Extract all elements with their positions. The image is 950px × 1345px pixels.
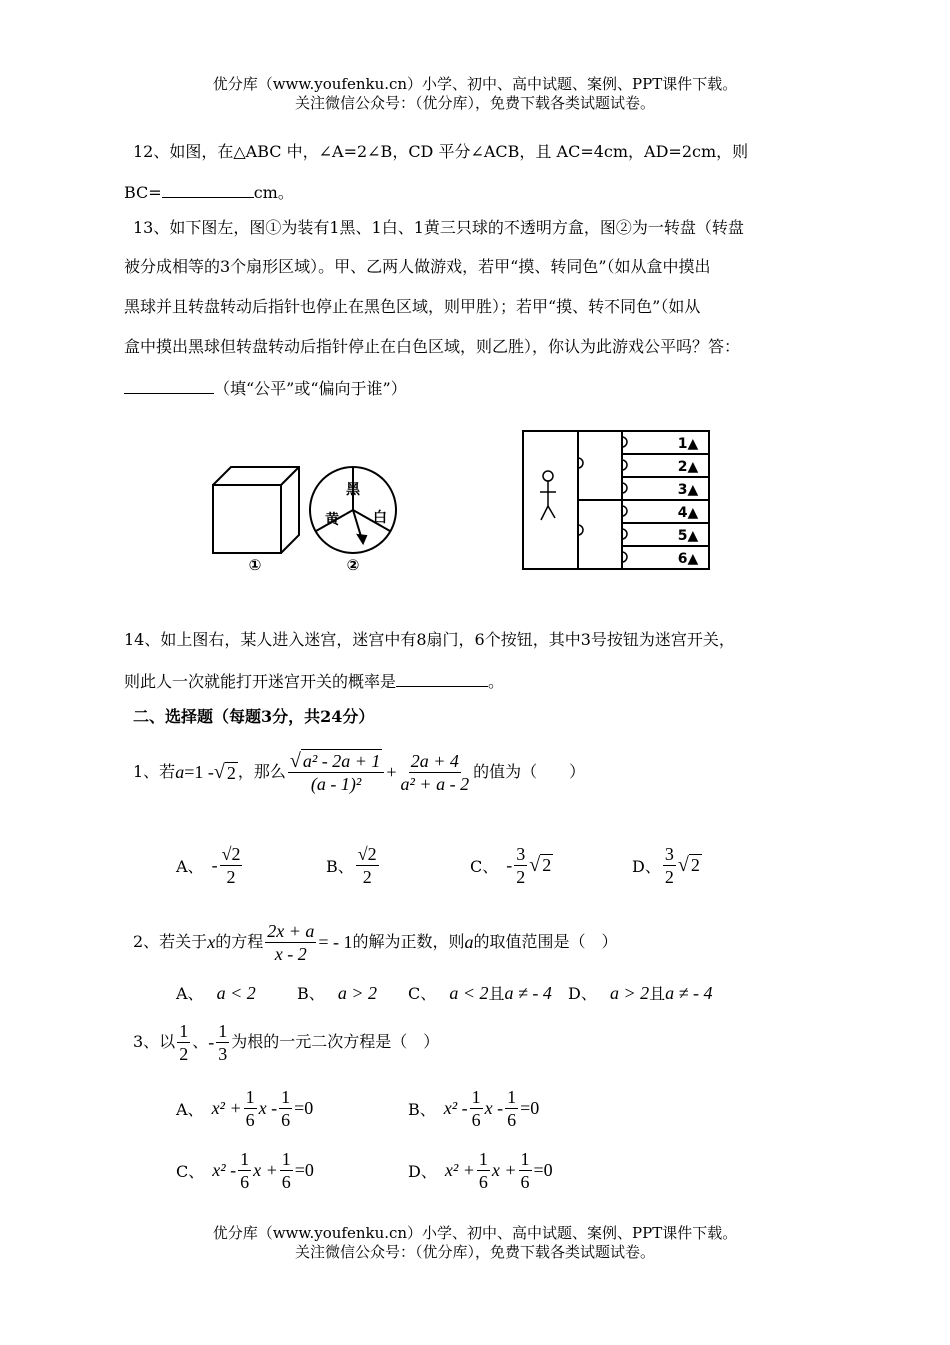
mc3-option-c-lead: x² - (212, 1159, 237, 1180)
q12-line-2 (124, 181, 294, 203)
mc1-option-b[interactable] (326, 835, 381, 895)
mc1-f2-den: a² + a - 2 (400, 773, 470, 794)
footer-line-2: 关注微信公众号：（优分库），免费下载各类试题试卷。 (294, 1243, 655, 1261)
header-line-1: 优分库（www.youfenku.cn）小学、初中、高中试题、案例、PPT课件下载。 (212, 75, 738, 93)
mc2-var-x: x (207, 932, 216, 952)
mc1-option-d-label: D、 (632, 856, 661, 876)
mc2-f-den: x - 2 (274, 943, 307, 964)
mc3-option-d-f2d: 6 (520, 1171, 530, 1192)
mc3-option-b-f1d: 6 (471, 1109, 481, 1130)
mc1-prefix: 1、若 (133, 762, 176, 781)
maze-button-5: 5▲ (677, 528, 699, 544)
maze-button-6: 6▲ (677, 551, 699, 567)
mc3-option-b-lead: x² - (443, 1097, 468, 1118)
mc3-option-c-mid: x + (253, 1159, 278, 1180)
mc1-question (133, 741, 585, 803)
mc2-option-d[interactable] (568, 981, 712, 1004)
mc1-var-a: a (175, 762, 185, 782)
figure-label-1: ① (248, 556, 262, 574)
mc1-option-d-den: 2 (664, 866, 674, 887)
cube-figure (213, 467, 299, 553)
q12-line-1: 12、如图，在△ABC 中，∠A=2∠B，CD 平分∠ACB，且 AC=4cm，AD=2cm，则 (133, 142, 749, 161)
mc3-option-d[interactable] (408, 1140, 553, 1200)
mc3-option-b-f2d: 6 (507, 1109, 517, 1130)
mc3-option-d-mid: x + (491, 1159, 517, 1180)
mc3-option-a-f1d: 6 (245, 1109, 255, 1130)
mc3-option-b-f1n: 1 (471, 1086, 481, 1107)
q13-line-5 (124, 377, 407, 399)
q14-prefix: 则此人一次就能打开迷宫开关的概率是 (124, 672, 397, 691)
mc2-option-c-value-2: a ≠ - 4 (504, 983, 552, 1003)
mc3-suffix: 为根的一元二次方程是（ ） (231, 1032, 440, 1051)
mc1-option-d[interactable] (632, 835, 702, 895)
mc2-option-b-value: a > 2 (337, 983, 378, 1003)
mc1-option-a-label: A、 (176, 856, 204, 876)
maze-button-4: 4▲ (677, 505, 699, 521)
mc2-mid2: 的解为正数，则 (352, 932, 465, 951)
mc3-r2-sign: - (208, 1032, 215, 1052)
mc3-option-b[interactable] (408, 1078, 539, 1138)
q14-line-2 (124, 670, 504, 692)
mc2-eq: = - 1 (318, 932, 353, 952)
mc2-option-c[interactable] (408, 981, 552, 1004)
mc3-option-d-label: D、 (408, 1161, 437, 1181)
mc3-option-c[interactable] (176, 1140, 314, 1200)
mc3-option-a-label: A、 (176, 1099, 204, 1119)
mc1-plus: + (386, 762, 397, 782)
q13-line-4: 盒中摸出黑球但转盘转动后指针停止在白色区域，则乙胜），你认为此游戏公平吗？答： (124, 337, 741, 356)
maze-button-3: 3▲ (677, 482, 699, 498)
mc1-mid: ，那么 (237, 762, 286, 781)
mc3-question (133, 1012, 439, 1072)
mc3-option-a-f2d: 6 (281, 1109, 291, 1130)
figure-label-2: ② (346, 556, 360, 574)
mc1-option-a[interactable] (176, 835, 244, 895)
mc2-option-a[interactable] (176, 981, 256, 1004)
mc1-option-c[interactable] (470, 835, 553, 895)
q14-line-1: 14、如上图右，某人进入迷宫，迷宫中有8扇门，6个按钮，其中3号按钮为迷宫开关， (124, 630, 735, 649)
mc3-option-a[interactable] (176, 1078, 313, 1138)
mc3-r2-den: 3 (218, 1043, 228, 1064)
sector-black-label: 黑 (346, 482, 360, 498)
mc3-option-c-f1d: 6 (240, 1171, 250, 1192)
q13-suffix: （填“公平”或“偏向于谁”） (214, 379, 407, 398)
mc1-option-c-radical-icon: √ (529, 853, 541, 876)
mc1-option-a-den: 2 (226, 866, 236, 887)
mc2-option-d-value-2: a ≠ - 4 (665, 983, 713, 1003)
maze-figure (520, 428, 712, 573)
mc2-question (133, 912, 618, 972)
mc3-option-b-mid: x - (484, 1097, 504, 1118)
mc1-option-b-label: B、 (326, 856, 354, 876)
mc3-option-b-label: B、 (408, 1099, 436, 1119)
mc3-option-c-label: C、 (176, 1161, 205, 1181)
mc1-f2-num: 2a + 4 (410, 750, 459, 771)
mc3-option-b-f2n: 1 (507, 1086, 517, 1107)
mc1-f1-num: a² - 2a + 1 (302, 751, 381, 771)
mc3-option-a-f2n: 1 (281, 1086, 291, 1107)
mc1-option-b-den: 2 (362, 866, 372, 887)
section-2-title: 二、选择题（每题3分，共24分） (133, 707, 375, 726)
q12-prefix: BC= (124, 183, 162, 202)
mc3-option-a-f1n: 1 (245, 1086, 255, 1107)
q12-suffix: cm。 (253, 183, 294, 202)
mc1-fraction-2 (399, 750, 472, 795)
sector-yellow-label: 黄 (325, 512, 339, 528)
mc1-cond-eq: =1 - (184, 762, 214, 782)
mc1-cond-root: 2 (226, 762, 236, 783)
mc1-option-d-root: 2 (690, 855, 700, 875)
sector-white-label: 白 (373, 510, 387, 526)
mc1-option-d-num: 3 (664, 843, 674, 864)
mc2-suffix: 的取值范围是（ ） (473, 932, 618, 951)
mc2-option-d-label: D、 (568, 984, 597, 1003)
mc1-f1-den: (a - 1)² (310, 774, 362, 794)
maze-button-1: 1▲ (677, 436, 699, 452)
q13-line-3: 黑球并且转盘转动后指针也停止在黑色区域，则甲胜）；若甲“摸、转不同色”（如从 (124, 297, 701, 316)
mc2-option-a-value: a < 2 (216, 983, 256, 1003)
mc2-option-a-label: A、 (176, 984, 204, 1003)
mc1-option-c-den: 2 (516, 866, 526, 887)
figure-box-and-spinner (205, 460, 425, 575)
q12-answer-blank[interactable] (162, 181, 254, 198)
mc2-option-c-label: C、 (408, 984, 437, 1003)
maze-button-2: 2▲ (677, 459, 699, 475)
mc2-option-d-value-1: a > 2 (609, 983, 650, 1003)
mc2-option-b[interactable] (297, 981, 377, 1004)
mc3-option-d-f1d: 6 (478, 1171, 488, 1192)
mc1-radical-icon: √ (289, 750, 301, 772)
mc2-var-a: a (464, 932, 474, 952)
mc3-option-d-lead: x² + (444, 1159, 475, 1180)
mc1-fraction-1 (288, 749, 385, 795)
mc3-option-b-end: =0 (520, 1097, 540, 1118)
q14-answer-blank[interactable] (396, 670, 488, 687)
mc3-option-d-f2n: 1 (520, 1148, 530, 1169)
mc2-option-b-label: B、 (297, 984, 325, 1003)
mc3-r1-num: 1 (179, 1020, 189, 1041)
mc3-sep: 、 (192, 1032, 209, 1051)
mc3-option-c-end: =0 (294, 1159, 314, 1180)
mc2-option-c-value-1: a < 2 (449, 983, 489, 1003)
mc3-prefix: 3、以 (133, 1032, 176, 1051)
mc1-suffix: 的值为（ ） (473, 762, 586, 781)
mc3-r2-num: 1 (218, 1020, 228, 1041)
mc1-option-c-label: C、 (470, 856, 499, 876)
mc1-option-c-root: 2 (542, 855, 552, 875)
mc3-option-a-end: =0 (294, 1097, 314, 1118)
mc3-r1-den: 2 (179, 1043, 189, 1064)
header-line-2: 关注微信公众号：（优分库），免费下载各类试题试卷。 (294, 94, 655, 112)
mc3-option-c-f2n: 1 (281, 1148, 291, 1169)
footer-line-1: 优分库（www.youfenku.cn）小学、初中、高中试题、案例、PPT课件下载。 (212, 1224, 738, 1242)
mc1-cond-radical-icon: √ (213, 761, 225, 783)
q14-suffix: 。 (488, 672, 505, 691)
mc2-f-num: 2x + a (267, 920, 315, 941)
mc1-option-a-num: √2 (221, 843, 241, 864)
stick-figure (540, 471, 556, 520)
q13-answer-blank[interactable] (124, 377, 214, 394)
mc2-option-d-and: 且 (649, 984, 666, 1003)
mc3-option-d-end: =0 (533, 1159, 553, 1180)
mc1-option-d-radical-icon: √ (677, 853, 689, 876)
q13-line-2: 被分成相等的3个扇形区域）。甲、乙两人做游戏，若甲“摸、转同色”（如从盒中摸出 (124, 257, 711, 276)
mc3-option-c-f2d: 6 (281, 1171, 291, 1192)
mc3-option-a-mid: x - (258, 1097, 278, 1118)
mc2-mid: 的方程 (215, 932, 264, 951)
mc2-prefix: 2、若关于 (133, 932, 208, 951)
mc1-option-b-num: √2 (357, 843, 377, 864)
mc1-option-c-sign: - (506, 854, 513, 875)
mc1-option-a-sign: - (211, 854, 218, 875)
mc3-option-a-lead: x² + (211, 1097, 242, 1118)
q13-line-1: 13、如下图左，图①为装有1黑、1白、1黄三只球的不透明方盒，图②为一转盘（转盘 (133, 218, 744, 237)
mc3-option-d-f1n: 1 (478, 1148, 488, 1169)
mc2-option-c-and: 且 (488, 984, 505, 1003)
mc3-option-c-f1n: 1 (240, 1148, 250, 1169)
mc1-option-c-num: 3 (516, 843, 526, 864)
